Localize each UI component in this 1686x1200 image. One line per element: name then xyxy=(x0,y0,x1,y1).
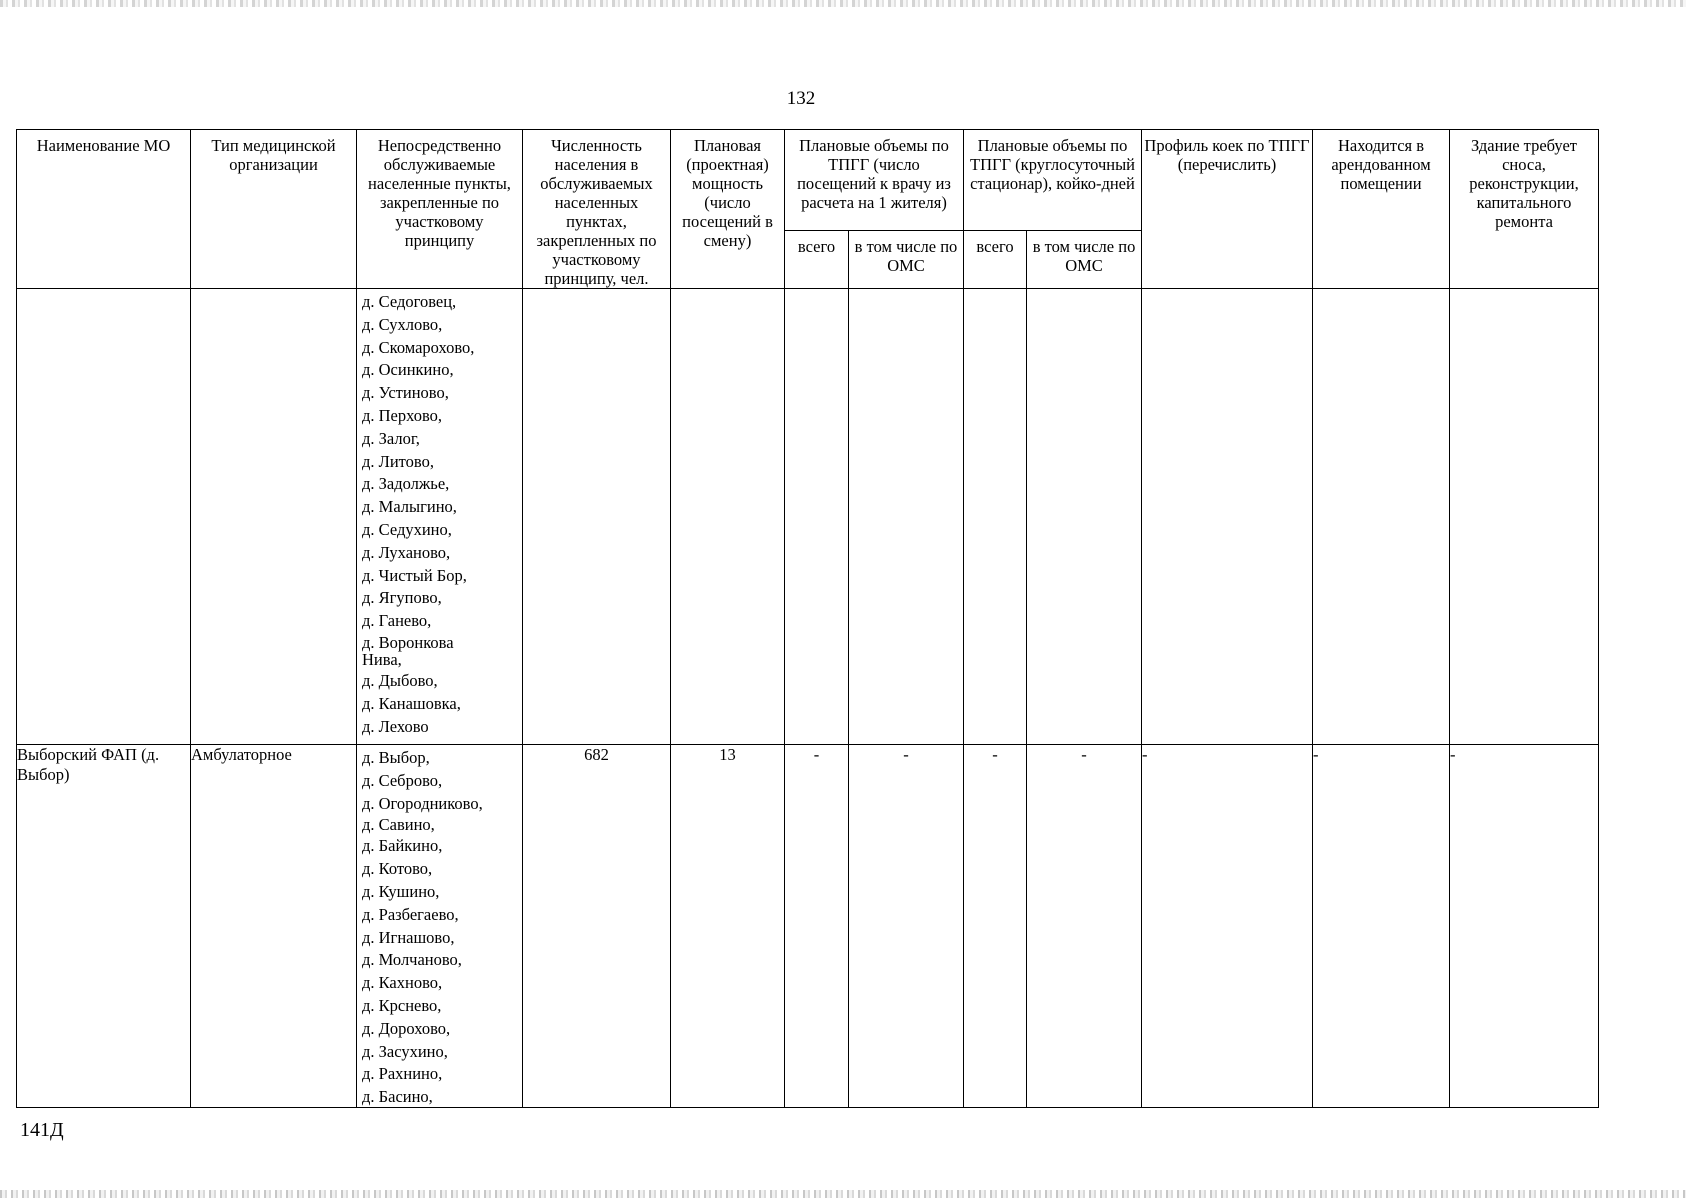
settlement-item: д. Рахнино, xyxy=(362,1064,443,1084)
cell-inpatient-total: - xyxy=(964,745,1027,1108)
header-beds-profile: Профиль коек по ТПГГ (перечислить) xyxy=(1142,130,1313,289)
settlement-item: д. Огородниково, xyxy=(362,793,483,813)
settlement-item: д. Дыбово, xyxy=(362,670,438,690)
scan-edge-top xyxy=(0,0,1686,7)
settlement-item: д. Разбегаево, xyxy=(362,904,459,924)
settlement-item: д. Сухлово, xyxy=(362,314,443,334)
scan-edge-bottom xyxy=(0,1190,1686,1198)
table-header xyxy=(17,130,1599,289)
header-visits-group: Плановые объемы по ТПГГ (число посещений к врачу из расчета на 1 жителя) xyxy=(785,130,964,231)
cell-beds-profile xyxy=(1142,289,1313,745)
settlement-item: д. Выбор, xyxy=(362,748,430,767)
cell-rented: - xyxy=(1313,745,1450,1108)
cell-population xyxy=(523,289,671,745)
settlement-item: д. Скомарохово, xyxy=(362,337,475,357)
cell-settlements xyxy=(357,745,523,1108)
settlement-item: д. Литово, xyxy=(362,451,434,471)
settlement-item: д. Воронкова Нива, xyxy=(362,632,454,669)
header-capacity: Плановая (проектная) мощность (число посещений в смену) xyxy=(671,130,785,289)
cell-visits-oms: - xyxy=(849,745,964,1108)
settlement-item: д. Луханово, xyxy=(362,542,451,562)
settlement-item: д. Седоговец, xyxy=(362,292,457,311)
settlement-item: д. Молчаново, xyxy=(362,950,462,970)
settlement-item: д. Залог, xyxy=(362,428,420,448)
settlement-item: д. Малыгино, xyxy=(362,497,457,517)
settlement-item: д. Крснево, xyxy=(362,995,442,1015)
cell-needs-repair: - xyxy=(1450,745,1599,1108)
header-visits-total: всего xyxy=(785,230,849,288)
header-settlements: Непосредственно обслуживаемые населенные пункты, закрепленные по участковому принципу xyxy=(357,130,523,289)
settlement-item: д. Байкино, xyxy=(362,836,443,856)
settlement-item: д. Котово, xyxy=(362,859,433,879)
settlement-item: д. Савино, xyxy=(362,815,435,835)
cell-mo-name: Выборский ФАП (д. Выбор) xyxy=(17,745,191,1108)
cell-visits-total xyxy=(785,289,849,745)
cell-capacity: 13 xyxy=(671,745,785,1108)
cell-mo-name xyxy=(17,289,191,745)
header-org-type: Тип медицинской организации xyxy=(191,130,357,289)
document-code: 141Д xyxy=(20,1119,64,1141)
settlement-item: д. Кушино, xyxy=(362,881,440,901)
settlement-item: д. Засухино, xyxy=(362,1041,448,1061)
cell-org-type: Амбулаторное xyxy=(191,745,357,1108)
settlement-item: д. Дорохово, xyxy=(362,1018,451,1038)
cell-settlements xyxy=(357,289,523,745)
header-inpatient-oms: в том числе по ОМС xyxy=(1027,230,1142,288)
cell-population: 682 xyxy=(523,745,671,1108)
table-row xyxy=(17,745,1599,1108)
header-inpatient-group: Плановые объемы по ТПГГ (круглосуточный стационар), койко-дней xyxy=(964,130,1142,231)
header-needs-repair: Здание требует сноса, реконструкции, капитального ремонта xyxy=(1450,130,1599,289)
header-mo-name: Наименование МО xyxy=(17,130,191,289)
cell-visits-oms xyxy=(849,289,964,745)
data-table xyxy=(16,129,1599,1108)
settlement-item: д. Седухино, xyxy=(362,519,452,539)
settlement-item: д. Чистый Бор, xyxy=(362,565,467,585)
cell-rented xyxy=(1313,289,1450,745)
settlement-item: д. Канашовка, xyxy=(362,693,461,713)
header-inpatient-total: всего xyxy=(964,230,1027,288)
settlement-item: д. Ганево, xyxy=(362,611,432,631)
cell-inpatient-total xyxy=(964,289,1027,745)
settlement-item: д. Басино, xyxy=(362,1087,433,1107)
settlement-item: д. Кахново, xyxy=(362,973,443,993)
cell-visits-total: - xyxy=(785,745,849,1108)
settlement-item: д. Ягупово, xyxy=(362,588,442,608)
settlement-item: д. Задолжье, xyxy=(362,474,450,494)
settlement-item: д. Осинкино, xyxy=(362,360,454,380)
cell-capacity xyxy=(671,289,785,745)
header-visits-oms: в том числе по ОМС xyxy=(849,230,964,288)
cell-org-type xyxy=(191,289,357,745)
settlement-item: д. Игнашово, xyxy=(362,927,455,947)
settlement-item: д. Себрово, xyxy=(362,770,443,790)
settlement-item: д. Лехово xyxy=(362,716,429,736)
cell-beds-profile: - xyxy=(1142,745,1313,1108)
cell-inpatient-oms xyxy=(1027,289,1142,745)
settlement-item: д. Перхово, xyxy=(362,405,443,425)
cell-needs-repair xyxy=(1450,289,1599,745)
header-population: Численность населения в обслуживаемых населенных пунктах, закрепленных по участковому принципу, чел. xyxy=(523,130,671,289)
page-number: 132 xyxy=(786,88,816,109)
cell-inpatient-oms: - xyxy=(1027,745,1142,1108)
header-rented: Находится в арендованном помещении xyxy=(1313,130,1450,289)
table-row xyxy=(17,289,1599,745)
settlement-item: д. Устиново, xyxy=(362,383,449,403)
